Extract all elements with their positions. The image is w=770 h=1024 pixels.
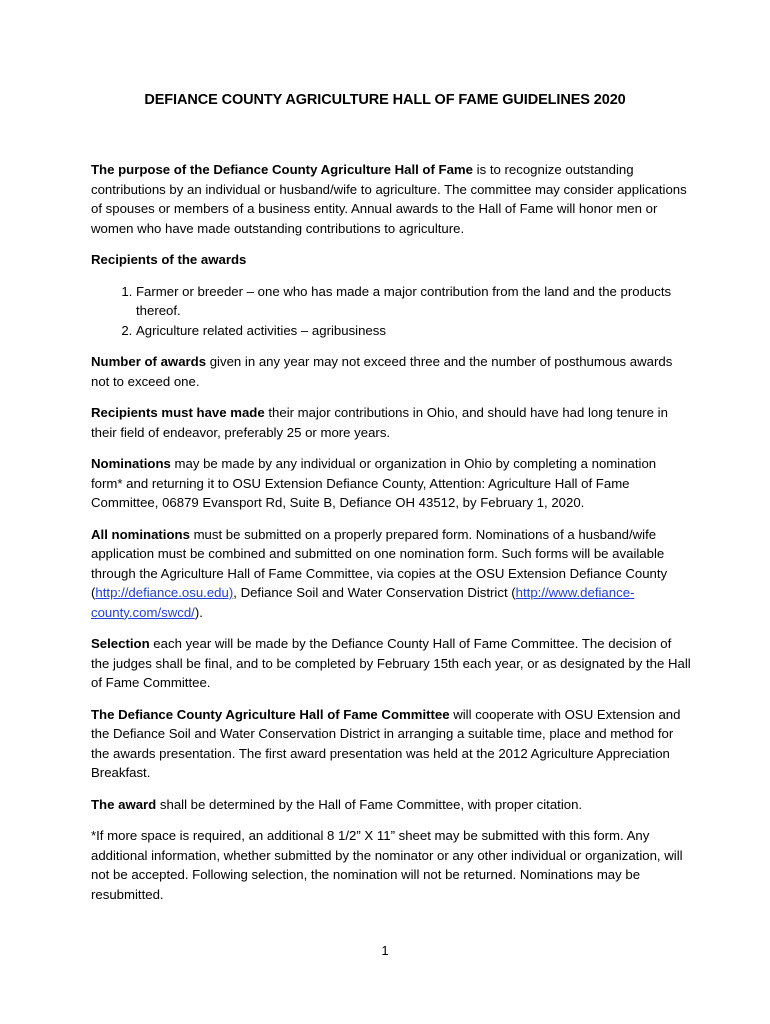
list-item: 1. Farmer or breeder – one who has made a major contribution from the land and the products thereof. bbox=[136, 282, 691, 321]
recipients-heading: Recipients of the awards bbox=[91, 252, 247, 267]
recipients-list bbox=[91, 282, 691, 341]
committee-paragraph bbox=[91, 705, 691, 783]
award-lead: The award bbox=[91, 796, 157, 812]
purpose-text: is to recognize outstanding contributions by an individual or husband/wife to agriculture. The committee may consider applications of spouses or members of a business entity. Annual awards to the Hall of Fame will honor men or women who have made outstanding contributions to agriculture. bbox=[91, 162, 687, 236]
number-of-awards-text: given in any year may not exceed three and the number of posthumous awards not to exceed one. bbox=[91, 354, 673, 389]
number-of-awards-paragraph bbox=[91, 352, 691, 391]
all-nominations-text-3: ). bbox=[194, 604, 203, 620]
recipients-must-paragraph bbox=[91, 403, 691, 442]
nominations-paragraph bbox=[91, 454, 691, 513]
swcd-link[interactable]: http://www.defiance-county.com/swcd/ bbox=[91, 585, 635, 620]
all-nominations-paragraph bbox=[91, 525, 691, 623]
purpose-paragraph bbox=[91, 160, 691, 238]
committee-text: will cooperate with OSU Extension and the Defiance Soil and Water Conservation District in arranging a suitable time, place and method for the awards presentation. The first award presentation was held at the 2012 Agriculture Appreciation Breakfast. bbox=[91, 706, 681, 780]
nominations-text: may be made by any individual or organization in Ohio by completing a nomination form* and returning it to OSU Extension Defiance County, Attention: Agriculture Hall of Fame Committee, 06879 Evansport Rd, Suite B, Defiance OH 43512, by February 1, 2020. bbox=[91, 456, 657, 510]
page-title: DEFIANCE COUNTY AGRICULTURE HALL OF FAME GUIDELINES 2020 bbox=[144, 92, 626, 108]
award-paragraph bbox=[91, 795, 691, 815]
recipients-must-text: their major contributions in Ohio, and should have had long tenure in their field of endeavor, preferably 25 or more years. bbox=[91, 405, 668, 440]
recipients-must-lead: Recipients must have made bbox=[91, 405, 265, 420]
list-item: 2. Agriculture related activities – agribusiness bbox=[136, 321, 691, 341]
award-text: shall be determined by the Hall of Fame Committee, with proper citation. bbox=[156, 796, 583, 812]
footnote-paragraph: *If more space is required, an additional 8 1/2” X 11” sheet may be submitted with this form. Any additional information, whether submitted by the nominator or any other individual or organization, will not be accepted. Following selection, the nomination will not be returned. Nominations may be resubmitted. bbox=[91, 828, 683, 902]
nominations-lead: Nominations bbox=[91, 456, 171, 471]
all-nominations-text-2: , Defiance Soil and Water Conservation District ( bbox=[233, 585, 516, 600]
selection-lead: Selection bbox=[91, 636, 150, 651]
purpose-lead: The purpose of the Defiance County Agriculture Hall of Fame bbox=[91, 162, 473, 177]
selection-paragraph bbox=[91, 634, 691, 693]
number-of-awards-lead: Number of awards bbox=[91, 354, 207, 369]
osu-extension-link[interactable]: http://defiance.osu.edu) bbox=[95, 585, 234, 600]
all-nominations-lead: All nominations bbox=[91, 526, 190, 542]
document-body bbox=[91, 160, 691, 916]
all-nominations-text-1: must be submitted on a properly prepared form. Nominations of a husband/wife application must be combined and submitted on one nomination form. Such forms will be available through the Agriculture Hall of Fame Committee, via copies at the OSU Extension Defiance County ( bbox=[91, 526, 668, 600]
page-number: 1 bbox=[381, 943, 389, 958]
selection-text: each year will be made by the Defiance County Hall of Fame Committee. The decision of the judges shall be final, and to be completed by February 15th each year, or as designated by the Hall of Fame Committee. bbox=[91, 636, 691, 690]
committee-lead: The Defiance County Agriculture Hall of Fame Committee bbox=[91, 706, 450, 722]
